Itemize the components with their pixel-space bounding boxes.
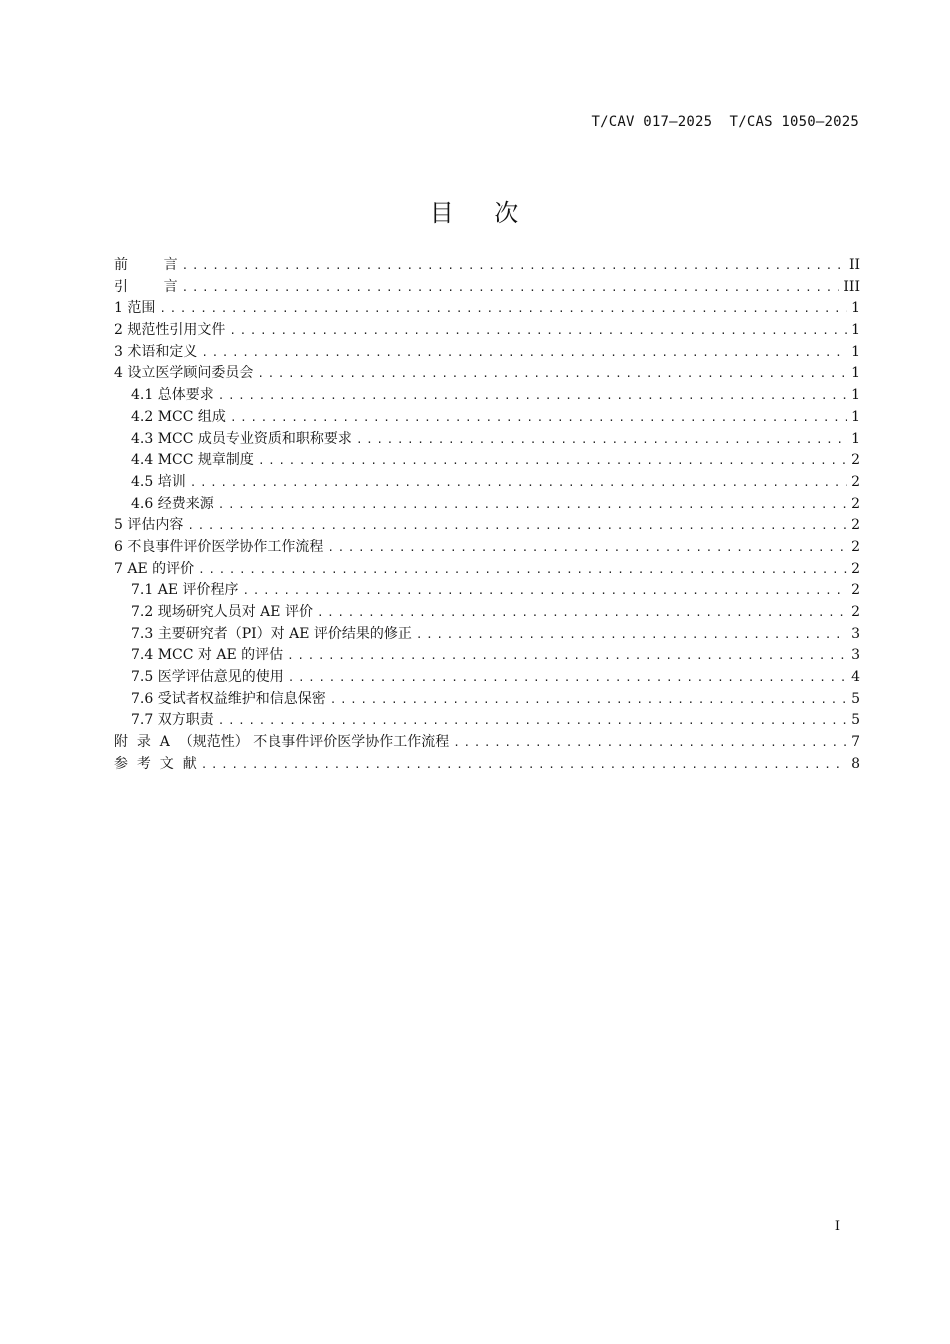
toc-entry-5[interactable] <box>114 515 860 537</box>
dot-leader <box>198 559 847 581</box>
page-title: 目 次 <box>429 199 521 227</box>
toc-entry-4-4[interactable] <box>114 450 860 472</box>
dot-leader <box>182 255 845 277</box>
toc-entry-4-1[interactable] <box>114 385 860 407</box>
dot-leader <box>453 732 847 754</box>
toc-entry-page: 8 <box>851 755 860 772</box>
toc-entry-label: 7.4 MCC 对 AE 的评估 <box>131 647 284 664</box>
toc-entry-page: 1 <box>851 365 860 382</box>
toc-entry-label: 7.6 受试者权益维护和信息保密 <box>131 690 326 707</box>
toc-entry-page: 2 <box>851 538 860 555</box>
dot-leader <box>327 537 847 559</box>
toc-entry-7[interactable] <box>114 559 860 581</box>
toc-entry-label: 7.1 AE 评价程序 <box>131 582 239 599</box>
dot-leader <box>287 645 847 667</box>
toc-entry-4-5[interactable] <box>114 472 860 494</box>
toc-entry-7-2[interactable] <box>114 602 860 624</box>
dot-leader <box>201 754 847 776</box>
toc-entry-label: 4 设立医学顾问委员会 <box>114 365 254 382</box>
toc-entry-page: 3 <box>851 647 860 664</box>
dot-leader <box>416 624 847 646</box>
dot-leader <box>187 515 847 537</box>
toc-entry-7-3[interactable] <box>114 624 860 646</box>
toc-entry-label: 参 考 文 献 <box>114 755 197 772</box>
toc-entry-page: 1 <box>851 343 860 360</box>
dot-leader <box>218 385 847 407</box>
toc-entry-label: 4.6 经费来源 <box>131 495 214 512</box>
page-number: I <box>834 1219 840 1234</box>
toc-entry-page: 2 <box>851 473 860 490</box>
toc-entry-label: 4.1 总体要求 <box>131 387 214 404</box>
toc-entry-introduction[interactable] <box>114 277 860 299</box>
toc-entry-label: 5 评估内容 <box>114 517 184 534</box>
toc-entry-label: 引 言 <box>114 278 178 295</box>
toc-entry-page: 7 <box>851 734 860 751</box>
toc-entry-2[interactable] <box>114 320 860 342</box>
dot-leader <box>243 580 848 602</box>
toc-entry-page: II <box>848 257 860 273</box>
standard-code: T/CAV 017—2025 T/CAS 1050—2025 <box>591 114 859 130</box>
table-of-contents <box>114 255 860 776</box>
dot-leader <box>218 710 847 732</box>
toc-entry-page: III <box>843 278 860 295</box>
toc-entry-label: 7 AE 的评价 <box>114 560 195 577</box>
toc-entry-4-6[interactable] <box>114 494 860 516</box>
dot-leader <box>229 320 847 342</box>
toc-entry-label: 1 范围 <box>114 300 156 317</box>
toc-entry-page: 2 <box>851 560 860 577</box>
dot-leader <box>356 429 847 451</box>
toc-entry-7-4[interactable] <box>114 645 860 667</box>
toc-entry-page: 5 <box>851 690 860 707</box>
dot-leader <box>159 298 847 320</box>
toc-entry-label: 7.2 现场研究人员对 AE 评价 <box>131 604 313 620</box>
dot-leader <box>201 342 847 364</box>
toc-entry-page: 2 <box>851 452 860 469</box>
toc-entry-page: 1 <box>851 300 860 317</box>
dot-leader <box>190 472 847 494</box>
toc-entry-label: 7.3 主要研究者（PI）对 AE 评价结果的修正 <box>131 625 412 642</box>
toc-entry-label: 4.4 MCC 规章制度 <box>131 452 254 469</box>
dot-leader <box>288 667 847 689</box>
toc-entry-7-7[interactable] <box>114 710 860 732</box>
toc-entry-label: 7.5 医学评估意见的使用 <box>131 669 284 686</box>
toc-entry-6[interactable] <box>114 537 860 559</box>
toc-entry-references[interactable] <box>114 754 860 776</box>
dot-leader <box>218 494 847 516</box>
toc-entry-page: 2 <box>851 604 860 620</box>
dot-leader <box>182 277 840 299</box>
toc-entry-page: 2 <box>851 582 860 599</box>
toc-entry-label: 4.3 MCC 成员专业资质和职称要求 <box>131 430 352 447</box>
dot-leader <box>258 450 847 472</box>
toc-entry-page: 1 <box>851 387 860 404</box>
dot-leader <box>230 407 847 429</box>
toc-entry-3[interactable] <box>114 342 860 364</box>
toc-entry-page: 4 <box>851 669 860 686</box>
toc-entry-page: 1 <box>851 430 860 447</box>
toc-entry-7-5[interactable] <box>114 667 860 689</box>
toc-entry-label: 前 言 <box>114 257 178 273</box>
toc-entry-page: 5 <box>851 712 860 729</box>
toc-entry-label: 2 规范性引用文件 <box>114 322 226 339</box>
toc-entry-page: 3 <box>851 625 860 642</box>
toc-entry-page: 2 <box>851 495 860 512</box>
toc-entry-1[interactable] <box>114 298 860 320</box>
dot-leader <box>330 689 847 711</box>
toc-entry-7-1[interactable] <box>114 580 860 602</box>
dot-leader <box>317 602 847 624</box>
toc-entry-label: 3 术语和定义 <box>114 343 198 360</box>
toc-entry-4[interactable] <box>114 363 860 385</box>
dot-leader <box>257 363 847 385</box>
toc-entry-label: 4.2 MCC 组成 <box>131 408 226 425</box>
toc-entry-label: 附 录 A （规范性） 不良事件评价医学协作工作流程 <box>114 734 450 751</box>
toc-entry-label: 7.7 双方职责 <box>131 712 214 729</box>
toc-entry-page: 1 <box>851 408 860 425</box>
toc-entry-label: 4.5 培训 <box>131 473 186 490</box>
toc-entry-appendix-a[interactable] <box>114 732 860 754</box>
toc-entry-4-3[interactable] <box>114 429 860 451</box>
toc-entry-page: 2 <box>851 517 860 534</box>
toc-entry-page: 1 <box>851 322 860 339</box>
toc-entry-7-6[interactable] <box>114 689 860 711</box>
toc-entry-4-2[interactable] <box>114 407 860 429</box>
toc-entry-foreword[interactable] <box>114 255 860 277</box>
toc-entry-label: 6 不良事件评价医学协作工作流程 <box>114 538 324 555</box>
